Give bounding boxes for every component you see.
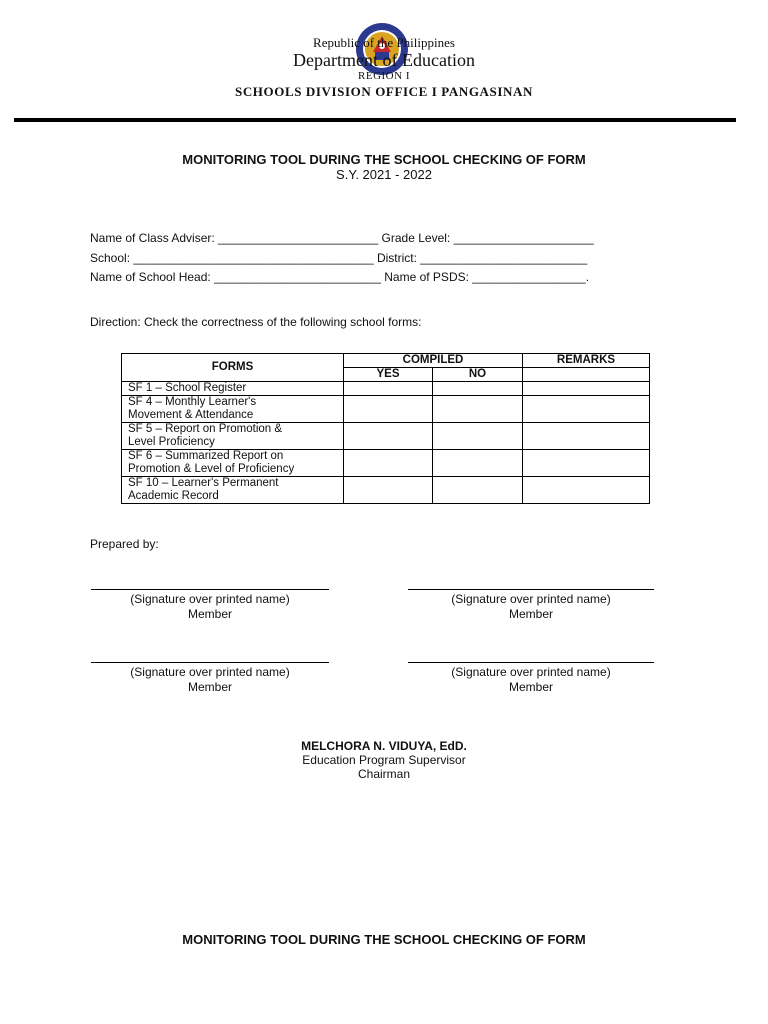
document-title: MONITORING TOOL DURING THE SCHOOL CHECKING OF FORM	[182, 152, 586, 167]
yes-cell[interactable]	[344, 477, 433, 504]
school-year: S.Y. 2021 - 2022	[336, 167, 432, 182]
header-yes: YES	[344, 368, 433, 382]
field-adviser-grade[interactable]: Name of Class Adviser: ________________________ Grade Level: _____________________	[90, 231, 594, 245]
table-row	[122, 396, 650, 423]
signature-line[interactable]	[408, 662, 654, 663]
direction-text: Direction: Check the correctness of the following school forms:	[90, 315, 422, 329]
yes-cell[interactable]	[344, 423, 433, 450]
remarks-cell[interactable]	[523, 382, 650, 396]
chairman-position: Education Program Supervisor	[302, 753, 466, 767]
field-head-psds[interactable]: Name of School Head: _________________________ Name of PSDS: _________________.	[90, 270, 590, 284]
form-label: SF 5 – Report on Promotion & Level Proficiency	[122, 423, 344, 450]
form-label: SF 4 – Monthly Learner's Movement & Attendance	[122, 396, 344, 423]
signature-role: Member	[187, 680, 232, 694]
signature-block	[90, 589, 330, 622]
table-row	[122, 423, 650, 450]
no-cell[interactable]	[433, 450, 523, 477]
form-label: SF 10 – Learner's Permanent Academic Record	[122, 477, 344, 504]
signature-role: Member	[508, 680, 553, 694]
division-office: SCHOOLS DIVISION OFFICE I PANGASINAN	[234, 84, 533, 99]
header-divider	[14, 118, 736, 122]
field-school-district[interactable]: School: ____________________________________ District: _________________________	[90, 251, 588, 265]
header-no: NO	[433, 368, 523, 382]
signature-block	[408, 662, 654, 695]
signature-line[interactable]	[91, 589, 329, 590]
no-cell[interactable]	[433, 423, 523, 450]
signature-caption: (Signature over printed name)	[451, 592, 611, 606]
header-compiled: COMPILED	[344, 354, 523, 368]
remarks-cell[interactable]	[523, 477, 650, 504]
table-row	[122, 382, 650, 396]
signature-line[interactable]	[91, 662, 329, 663]
chairman-role: Chairman	[357, 767, 411, 781]
document-title-repeat: MONITORING TOOL DURING THE SCHOOL CHECKING OF FORM	[182, 932, 586, 947]
remarks-cell[interactable]	[523, 423, 650, 450]
chairman-name: MELCHORA N. VIDUYA, EdD.	[301, 739, 467, 753]
yes-cell[interactable]	[344, 450, 433, 477]
remarks-cell[interactable]	[523, 396, 650, 423]
yes-cell[interactable]	[344, 382, 433, 396]
signature-role: Member	[508, 607, 553, 621]
table-row	[122, 477, 650, 504]
form-label: SF 1 – School Register	[122, 382, 344, 396]
no-cell[interactable]	[433, 382, 523, 396]
no-cell[interactable]	[433, 396, 523, 423]
prepared-by-label: Prepared by:	[90, 537, 159, 551]
chairman-block	[0, 739, 768, 781]
department-name: Department of Education	[293, 50, 475, 70]
signature-caption: (Signature over printed name)	[130, 592, 290, 606]
form-label: SF 6 – Summarized Report on Promotion & Level of Proficiency	[122, 450, 344, 477]
header-remarks: REMARKS	[523, 354, 650, 368]
remarks-cell[interactable]	[523, 450, 650, 477]
region-label: REGION I	[358, 70, 410, 82]
republic-line: Republic of the Philippines	[313, 35, 455, 50]
forms-table	[121, 353, 650, 504]
signature-role: Member	[187, 607, 232, 621]
no-cell[interactable]	[433, 477, 523, 504]
signature-block	[408, 589, 654, 622]
signature-block	[90, 662, 330, 695]
header-forms: FORMS	[122, 354, 344, 382]
table-row	[122, 450, 650, 477]
header-remarks-blank	[523, 368, 650, 382]
signature-caption: (Signature over printed name)	[451, 665, 611, 679]
signature-line[interactable]	[408, 589, 654, 590]
signature-caption: (Signature over printed name)	[130, 665, 290, 679]
yes-cell[interactable]	[344, 396, 433, 423]
